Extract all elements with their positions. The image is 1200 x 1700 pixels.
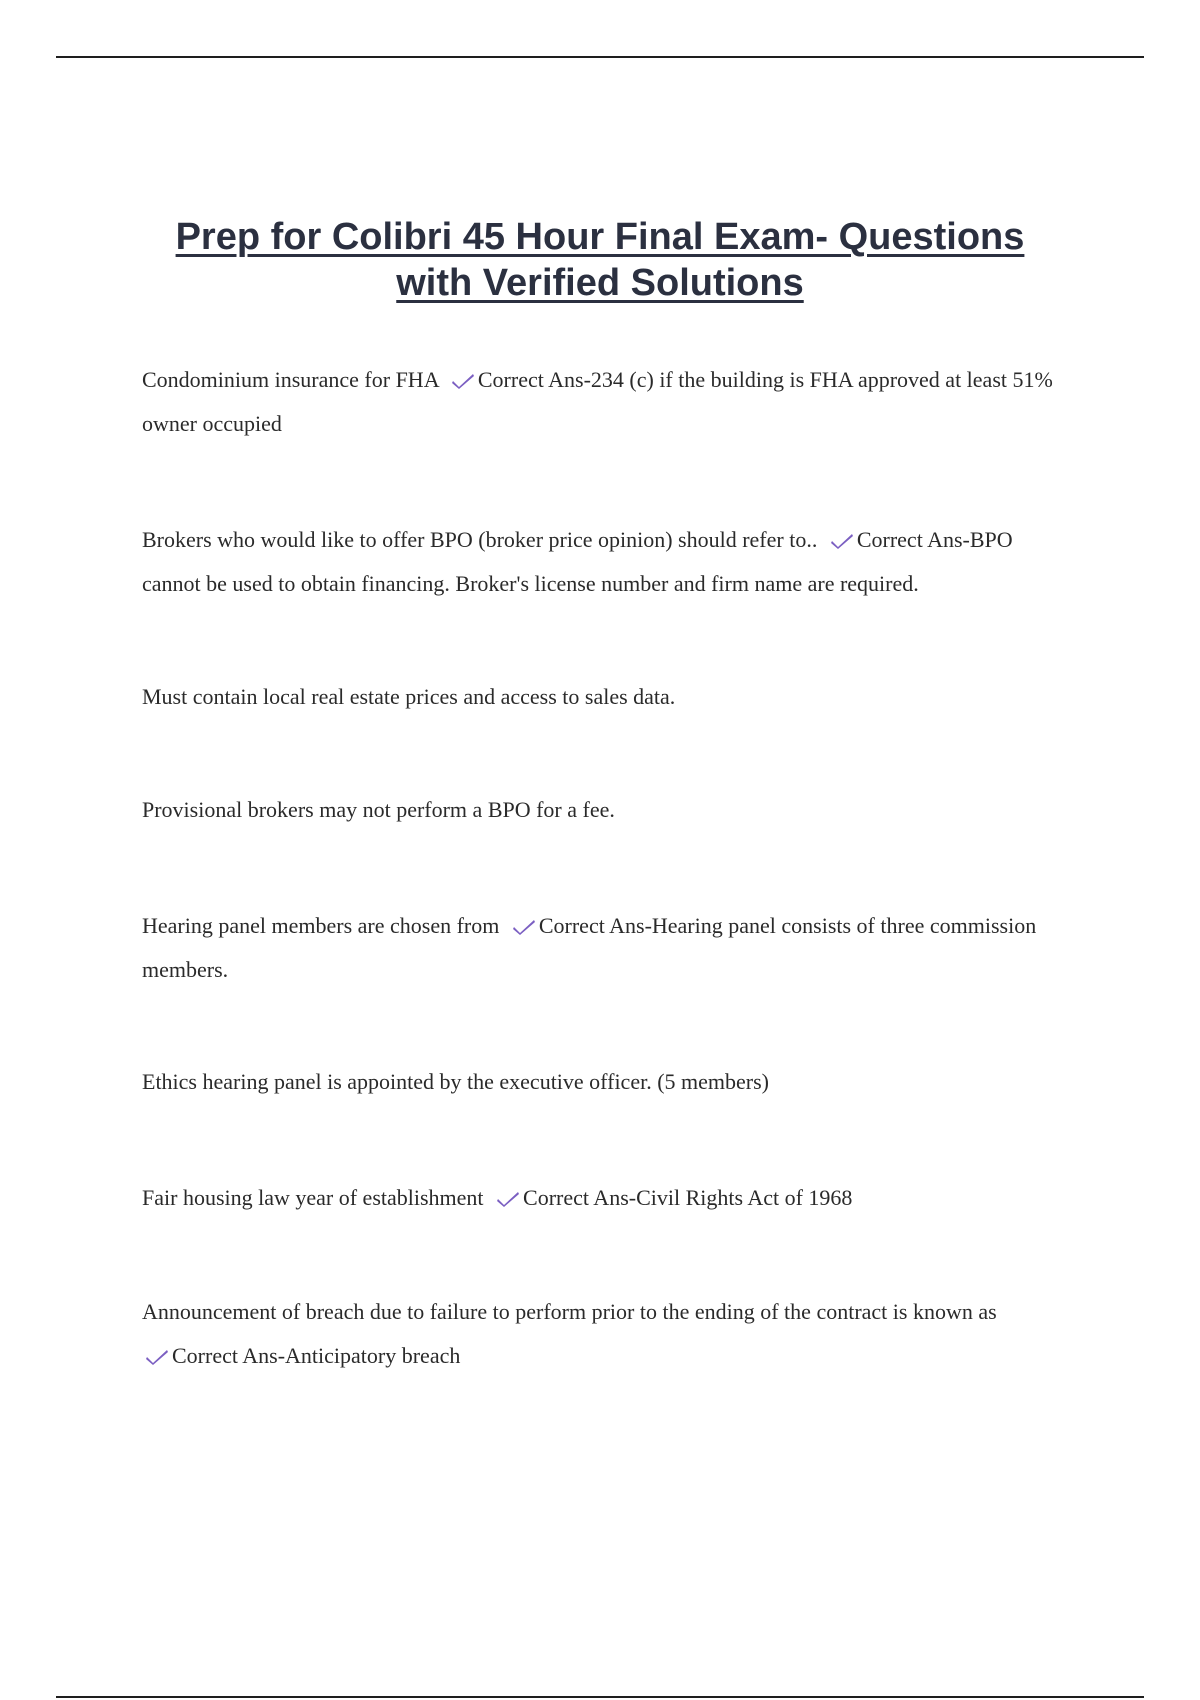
checkmark-icon [495,1188,521,1208]
answer-text: Correct Ans-BPO cannot be used to obtain financing. Broker's license number and firm name are required. [142,527,1013,596]
question-text: Condominium insurance for FHA [142,367,439,392]
answer-text: Correct Ans-Hearing panel consists of three commission members. [142,913,1037,982]
title-line-1: Prep for Colibri 45 Hour Final Exam- Questions [175,216,1025,258]
question-text: Hearing panel members are chosen from [142,913,500,938]
text-item [142,1060,1072,1104]
title-line-2: with Verified Solutions [396,262,804,304]
question-text: Brokers who would like to offer BPO (broker price opinion) should refer to.. [142,527,818,552]
qa-item [142,358,1072,446]
question-text: Fair housing law year of establishment [142,1185,484,1210]
statement-text: Must contain local real estate prices and access to sales data. [142,684,676,709]
top-rule [56,56,1144,58]
qa-item [142,1290,1072,1378]
bottom-rule [56,1696,1144,1698]
text-item [142,675,1072,719]
checkmark-icon [450,370,476,390]
qa-item [142,1176,1072,1220]
answer-text: Correct Ans-234 (c) if the building is FHA approved at least 51% owner occupied [142,367,1053,436]
document-title [120,214,1080,306]
text-item [142,788,1072,832]
statement-text: Provisional brokers may not perform a BPO for a fee. [142,797,615,822]
checkmark-icon [144,1346,170,1366]
answer-text: Correct Ans-Anticipatory breach [172,1343,461,1368]
qa-item [142,904,1072,992]
answer-text: Correct Ans-Civil Rights Act of 1968 [523,1185,853,1210]
statement-text: Ethics hearing panel is appointed by the executive officer. (5 members) [142,1069,769,1094]
checkmark-icon [511,916,537,936]
question-text: Announcement of breach due to failure to perform prior to the ending of the contract is known as [142,1299,997,1324]
checkmark-icon [829,530,855,550]
qa-item [142,518,1072,606]
